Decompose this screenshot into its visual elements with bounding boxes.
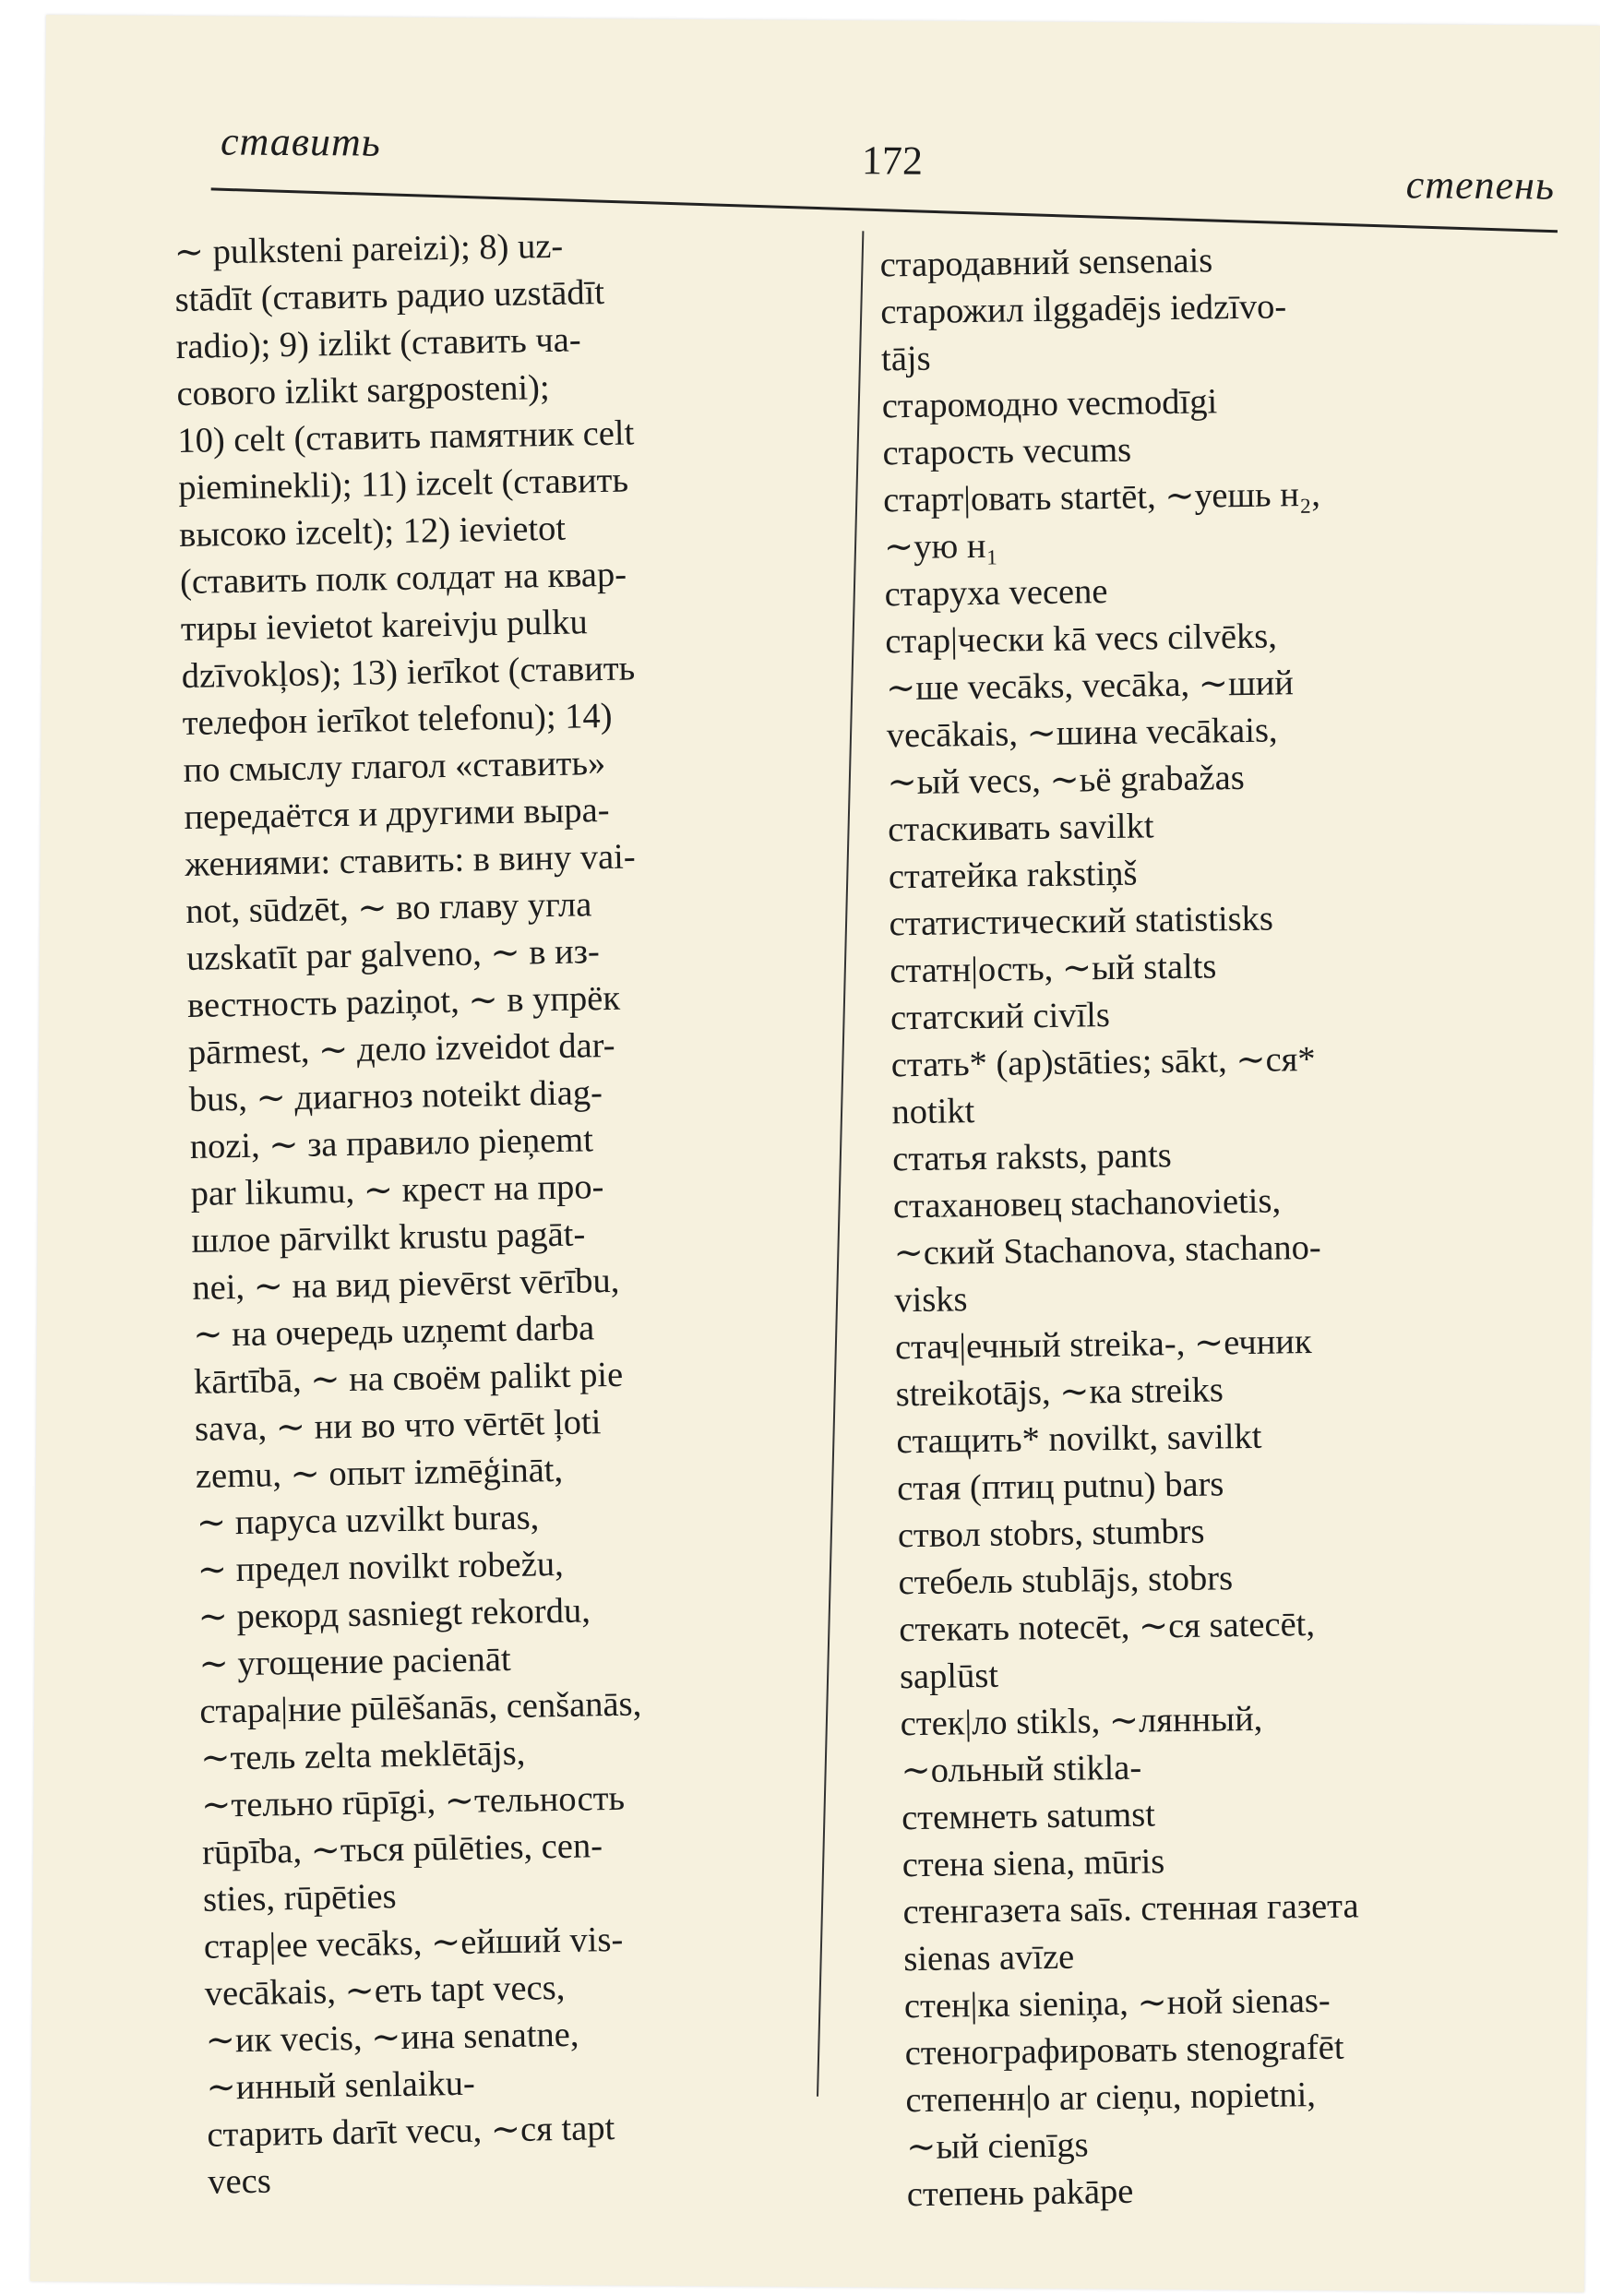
text-line: вестность paziņot, ∼ в упрёк: [186, 978, 621, 1025]
text-line: ∼ угощение pacienāt: [198, 1639, 511, 1684]
text-line: старуха vecene: [884, 572, 1108, 615]
text-line: ∼ на очередь uzņemt darba: [192, 1309, 595, 1355]
text-line: kārtībā, ∼ на своём palikt pie: [193, 1355, 624, 1402]
dictionary-page: [30, 15, 1600, 2292]
text-line: стач|ечный streika-, ∼ечник: [894, 1322, 1312, 1368]
text-line: ∼ паруса uzvilkt buras,: [196, 1498, 540, 1543]
text-line: статн|ость, ∼ый stalts: [890, 947, 1217, 991]
text-line: старомодно vecmodīgi: [881, 382, 1218, 426]
header-first-entry: ставить: [220, 118, 381, 165]
text-line: стенгазета saīs. стенная газета: [902, 1886, 1359, 1932]
text-line: bus, ∼ диагноз noteikt diag-: [188, 1073, 603, 1119]
text-line: статистический statistisks: [889, 899, 1274, 944]
page-number: 172: [861, 138, 924, 184]
text-line: статья raksts, pants: [891, 1136, 1172, 1179]
text-line: старость vecums: [882, 430, 1132, 473]
text-line: sienas avīze: [903, 1937, 1075, 1979]
text-line: старить darīt vecu, ∼ся tapt: [207, 2109, 615, 2155]
header-last-entry: степень: [1405, 161, 1556, 209]
text-line: par likumu, ∼ крест на про-: [190, 1167, 604, 1214]
text-line: ∼ый vecs, ∼ьё grabažas: [887, 758, 1245, 803]
text-line: стен|ка sieniņa, ∼ной sienas-: [903, 1980, 1331, 2027]
text-line: стащить* novilkt, savilkt: [896, 1417, 1262, 1462]
text-line: стая (птиц putnu) bars: [896, 1465, 1224, 1509]
text-line: ∼ый cienīgs: [905, 2125, 1089, 2168]
text-line: notikt: [891, 1092, 975, 1132]
text-line: ∼ предел novilkt robežu,: [197, 1544, 564, 1590]
text-line: pārmest, ∼ дело izveidot dar-: [187, 1025, 615, 1072]
text-line: radio); 9) izlikt (ставить ча-: [175, 320, 581, 367]
text-line: телефон ierīkot telefonu); 14): [182, 696, 613, 744]
text-line: статский civīls: [890, 996, 1111, 1038]
text-line: ∼ский Stachanova, stachano-: [893, 1227, 1321, 1274]
text-line: стахановец stachanovietis,: [892, 1181, 1282, 1226]
text-line: uzskatīt par galveno, ∼ в из-: [185, 932, 601, 978]
text-line: rūpība, ∼ться pūlēties, cen-: [201, 1826, 603, 1872]
text-line: по смыслу глагол «ставить»: [183, 744, 606, 791]
text-line: статейка rakstiņš: [888, 854, 1138, 897]
text-line: стар|чески kā vecs cilvēks,: [885, 616, 1278, 662]
text-line: ∼ pulksteni pareizi); 8) uz-: [173, 226, 564, 273]
left-column: [173, 218, 881, 2206]
right-column: [879, 233, 1590, 2218]
text-line: 10) celt (ставить памятник celt: [177, 413, 635, 461]
text-line: шлое pārvilkt krustu pagāt-: [191, 1214, 586, 1261]
text-line: ∼тель zelta meklētājs,: [199, 1733, 526, 1778]
text-line: высоко izcelt); 12) ievietot: [178, 508, 567, 556]
text-line: visks: [894, 1280, 968, 1321]
text-line: жениями: ставить: в вину vai-: [185, 837, 636, 884]
text-line: ∼ольный stikla-: [901, 1748, 1142, 1791]
text-line: стемнеть satumst: [901, 1795, 1156, 1838]
text-line: vecākais, ∼шина vecākais,: [886, 711, 1278, 756]
text-line: ∼ше vecāks, vecāka, ∼ший: [885, 664, 1295, 709]
text-line: стек|ло stikls, ∼лянный,: [900, 1699, 1263, 1744]
text-line: pieminekli); 11) izcelt (ставить: [177, 460, 629, 508]
text-line: stādīt (ставить радио uzstādīt: [174, 272, 605, 320]
text-line: стара|ние pūlēšanās, cenšanās,: [199, 1684, 642, 1731]
text-line: сового izlikt sargposteni);: [176, 368, 550, 414]
text-line: nei, ∼ на вид pievērst vērību,: [192, 1261, 620, 1308]
text-line: ∼ую н₁: [883, 526, 999, 568]
text-line: степенн|о ar cieņu, nopietni,: [905, 2075, 1317, 2121]
text-line: старожил ilggadējs iedzīvo-: [880, 287, 1287, 332]
text-line: dzīvokļos); 13) ierīkot (ставить: [181, 649, 636, 697]
text-line: zemu, ∼ опыт izmēģināt,: [195, 1450, 564, 1496]
text-line: ∼ рекорд sasniegt rekordu,: [197, 1591, 591, 1637]
text-line: ∼тельно rūpīgi, ∼тельность: [200, 1778, 626, 1825]
text-line: saplūst: [899, 1656, 999, 1697]
text-line: стенографировать stenografēt: [904, 2027, 1344, 2074]
text-line: стена siena, mūris: [901, 1842, 1165, 1885]
text-line: степень pakāpe: [906, 2171, 1134, 2215]
text-line: tājs: [880, 339, 931, 379]
text-line: ∼инный senlaiku-: [206, 2063, 476, 2108]
text-line: стебель stublājs, stobrs: [898, 1559, 1234, 1603]
text-line: sava, ∼ ни во что vērtēt ļoti: [194, 1403, 602, 1449]
text-line: стаскивать savilkt: [887, 807, 1154, 850]
text-line: ствол stobrs, stumbrs: [897, 1512, 1205, 1556]
text-line: ∼ик vecis, ∼ина senatne,: [205, 2015, 579, 2061]
text-line: стекать notecēt, ∼ся satecēt,: [899, 1604, 1316, 1650]
text-line: передаётся и другими выра-: [184, 790, 610, 837]
text-line: стар|ее vecāks, ∼ейший vis-: [203, 1919, 624, 1967]
text-line: старт|овать startēt, ∼уешь н₂,: [882, 474, 1321, 520]
text-line: (ставить полк солдат на квар-: [179, 555, 627, 603]
text-line: vecs: [207, 2161, 272, 2202]
text-line: тиры ievietot kareivju pulku: [180, 603, 588, 650]
text-line: стародавний sensenais: [879, 241, 1213, 285]
text-line: sties, rūpēties: [202, 1877, 397, 1919]
text-line: not, sūdzēt, ∼ во главу угла: [185, 885, 592, 931]
text-line: стать* (ap)stāties; sākt, ∼ся*: [890, 1039, 1316, 1085]
text-line: vecākais, ∼еть tapt vecs,: [204, 1967, 566, 2014]
text-line: streikotājs, ∼ка streiks: [895, 1370, 1224, 1415]
text-line: nozi, ∼ за правило pieņemt: [189, 1120, 594, 1166]
